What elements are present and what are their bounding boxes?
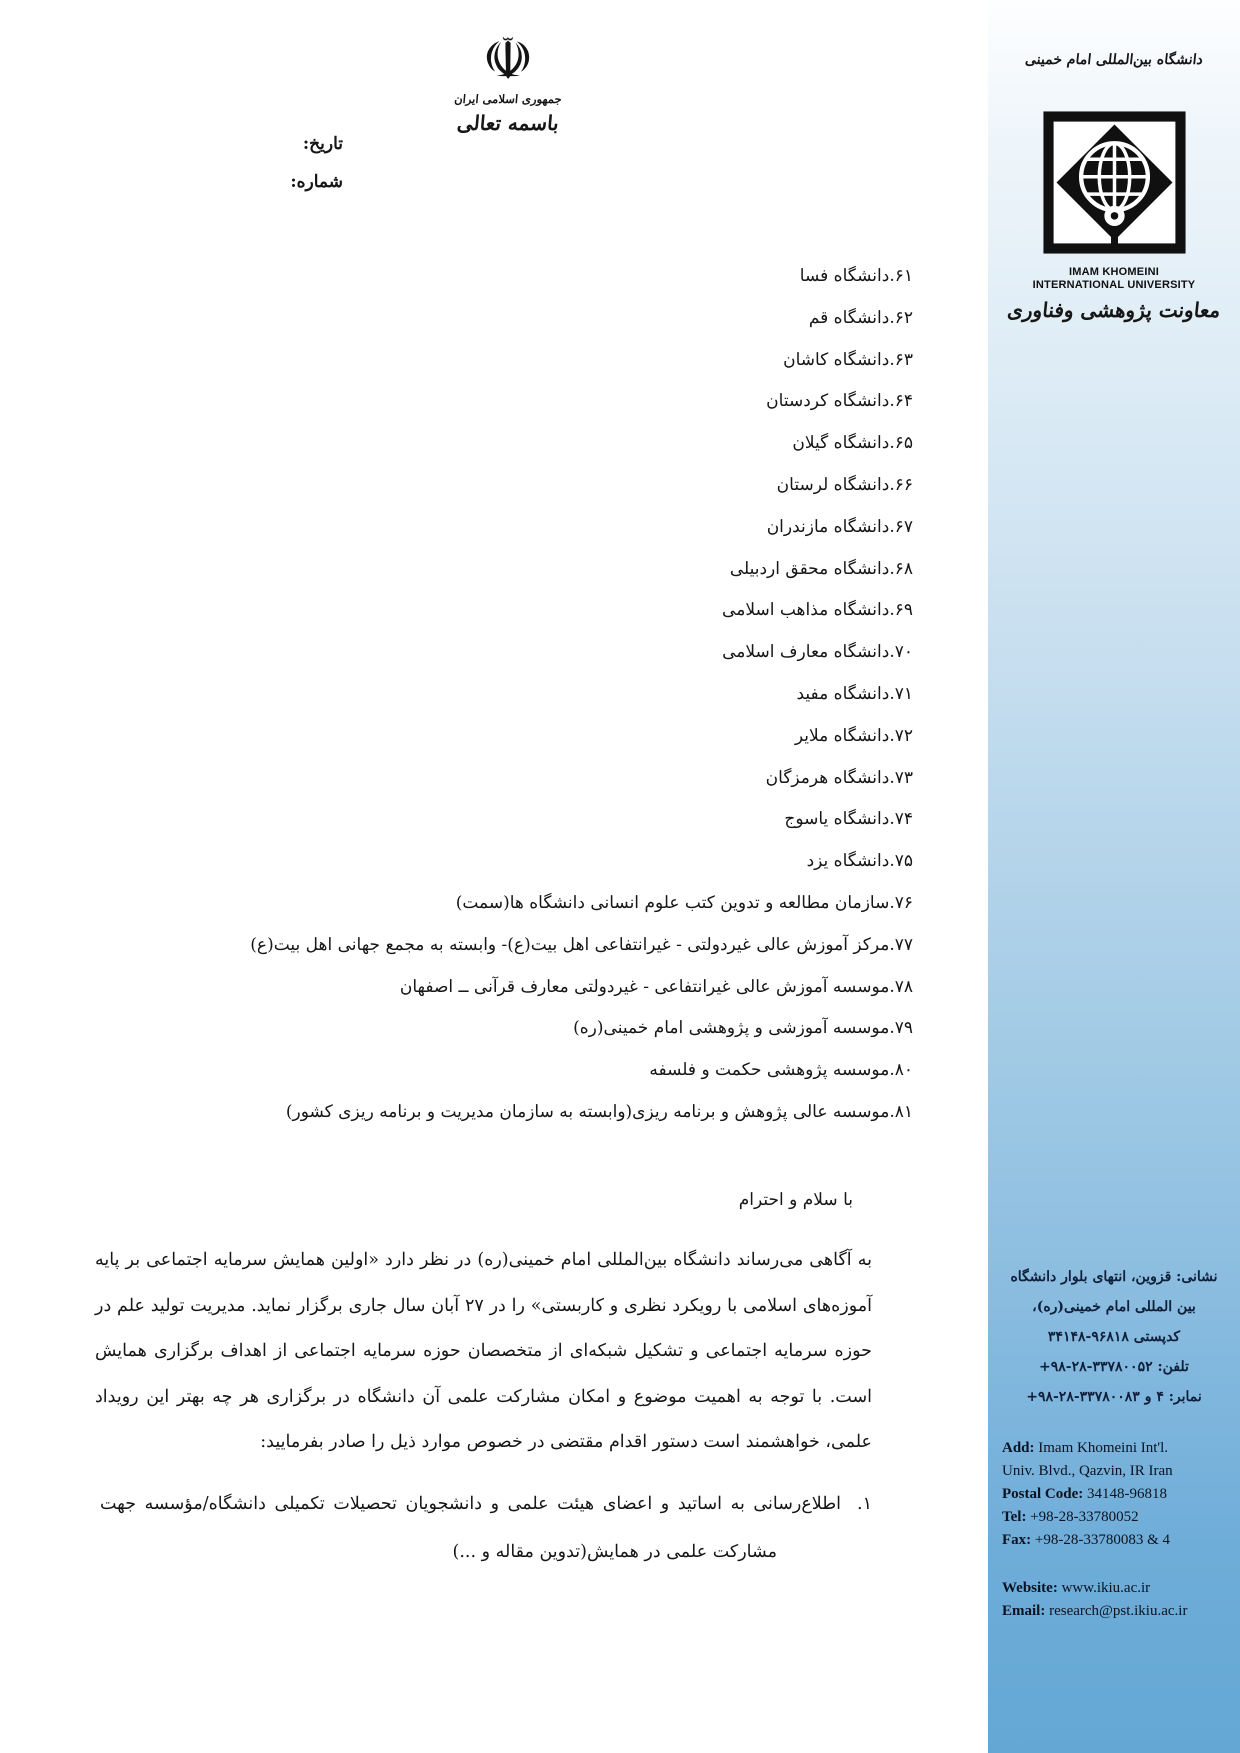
letter-paragraph: به آگاهی می‌رساند دانشگاه بین‌المللی امام خمینی(ره) در نظر دارد «اولین همایش سرمایه اجتماعی بر پایه آموزه‌های اسلامی با رویکرد نظری و کاربستی» را در ۲۷ آبان سال جاری برگزار نماید. مدیریت تولید علم در حوزه سرمایه اجتماعی و تشکیل شبکه‌ای از متخصصان حوزه سرمایه اجتماعی از اهداف برگزاری همایش است. با توجه به اهمیت موضوع و امکان مشارکت علمی آن دانشگاه در برگزاری هر چه بهتر این رویداد علمی، خواهشمند است دستور اقدام مقتضی در خصوص موارد ذیل را صادر بفرمایید: — [95, 1250, 872, 1452]
tel-en-label: Tel: — [1002, 1509, 1027, 1525]
republic-title: جمهوری اسلامی ایران — [453, 92, 563, 106]
fax-en-value: +98-28-33780083 & 4 — [1034, 1532, 1171, 1548]
list-item: ۸۱.موسسه عالی پژوهش و برنامه ریزی(وابسته به سازمان مدیریت و برنامه ریزی کشور) — [285, 1101, 913, 1122]
list-item: ۷۹.موسسه آموزشی و پژوهشی امام خمینی(ره) — [573, 1018, 913, 1039]
list-item: ۷۰.دانشگاه معارف اسلامی — [722, 642, 913, 663]
address-fa-line1 — [994, 1262, 1234, 1292]
tel-en-value: +98-28-33780052 — [1030, 1509, 1139, 1525]
list-item: ۶۳.دانشگاه کاشان — [783, 349, 913, 370]
iran-emblem-icon: ☫ — [482, 25, 534, 93]
postal-en-label: Postal Code: — [1002, 1486, 1084, 1502]
postal-fa-line — [994, 1322, 1234, 1352]
list-item: ۷۳.دانشگاه هرمزگان — [765, 767, 913, 788]
fax-en-label: Fax: — [1002, 1532, 1032, 1548]
item-number: ۱. — [857, 1494, 872, 1514]
fax-fa-value: +۹۸-۲۸-۳۳۷۸۰۰۸۳ — [1026, 1389, 1140, 1405]
list-item: ۶۶.دانشگاه لرستان — [776, 474, 913, 495]
address-fa-value: قزوین، انتهای بلوار دانشگاه — [1010, 1269, 1172, 1285]
address-en-line1 — [1002, 1437, 1236, 1460]
fax-fa-label: نمابر: — [1168, 1389, 1202, 1405]
tel-fa-value: +۹۸-۲۸-۳۳۷۸۰۰۵۲ — [1039, 1359, 1153, 1375]
web-contact-block — [1002, 1577, 1236, 1623]
address-fa-label: نشانی: — [1176, 1269, 1218, 1285]
list-item: ۶۹.دانشگاه مذاهب اسلامی — [722, 600, 913, 621]
fax-fa-line — [994, 1382, 1234, 1412]
email-label: Email: — [1002, 1603, 1046, 1619]
postal-fa-value: ۳۴۱۴۸-۹۶۸۱۸ — [1047, 1329, 1129, 1345]
greeting-line: با سلام و احترام — [738, 1190, 853, 1210]
basmala-calligraphy: باسمه تعالی — [456, 111, 560, 135]
list-item: ۷۲.دانشگاه ملایر — [794, 725, 913, 746]
letter-header — [398, 25, 618, 135]
list-item: ۷۸.موسسه آموزش عالی غیرانتفاعی - غیردولتی معارف قرآنی ــ اصفهان — [399, 976, 913, 997]
list-item: ۷۱.دانشگاه مفید — [796, 683, 913, 704]
list-item: ۷۷.مرکز آموزش عالی غیردولتی - غیرانتفاعی اهل بیت(ع)- وابسته به مجمع جهانی اهل بیت(ع) — [250, 934, 913, 955]
email-value: research@pst.ikiu.ac.ir — [1049, 1603, 1188, 1619]
add-value: Imam Khomeini Int'l. — [1038, 1440, 1169, 1456]
tel-en-line — [1002, 1506, 1236, 1529]
list-item: ۷۴.دانشگاه یاسوج — [784, 809, 913, 830]
action-item-1 — [100, 1480, 872, 1576]
university-list — [95, 256, 913, 1134]
address-fa-line2: بین المللی امام خمینی(ره)، — [1032, 1299, 1196, 1315]
tel-fa-label: تلفن: — [1157, 1359, 1189, 1375]
list-item: ۷۵.دانشگاه یزد — [806, 851, 913, 872]
item-text: اطلاع‌رسانی به اساتید و اعضای هیئت علمی و دانشجویان تحصیلات تکمیلی دانشگاه/مؤسسه جهت مشارکت علمی در همایش(تدوین مقاله و ...) — [100, 1494, 842, 1562]
tel-fa-line — [994, 1352, 1234, 1382]
website-label: Website: — [1002, 1580, 1058, 1596]
website-value: www.ikiu.ac.ir — [1061, 1580, 1151, 1596]
address-en-block — [1002, 1437, 1236, 1552]
fax-en-line — [1002, 1529, 1236, 1552]
list-item: ۷۶.سازمان مطالعه و تدوین کتب علوم انسانی دانشگاه ها(سمت) — [455, 892, 913, 913]
postal-fa-label: کدپستی — [1133, 1329, 1181, 1345]
list-item: ۶۴.دانشگاه کردستان — [766, 391, 913, 412]
university-name-en-line1: IMAM KHOMEINI — [1069, 266, 1159, 278]
university-logo-icon — [988, 110, 1240, 259]
add-label: Add: — [1002, 1440, 1035, 1456]
list-item: ۶۸.دانشگاه محقق اردبیلی — [729, 558, 913, 579]
research-deputy-calligraphy: معاونت پژوهشی وفناوری — [1006, 298, 1222, 322]
list-item: ۶۷.دانشگاه مازندران — [766, 516, 913, 537]
fax-fa-mid: ۴ و — [1144, 1389, 1164, 1405]
address-fa-block — [994, 1262, 1234, 1412]
list-item: ۶۲.دانشگاه قم — [808, 307, 913, 328]
university-name-en-line2: INTERNATIONAL UNIVERSITY — [1032, 279, 1196, 291]
sidebar — [988, 0, 1240, 1753]
list-item: ۶۱.دانشگاه فسا — [799, 266, 913, 286]
website-line — [1002, 1577, 1236, 1600]
postal-en-line — [1002, 1483, 1236, 1506]
address-en-line2: Univ. Blvd., Qazvin, IR Iran — [1002, 1463, 1173, 1479]
postal-en-value: 34148-96818 — [1087, 1486, 1167, 1502]
email-line — [1002, 1600, 1236, 1623]
university-name-calligraphy: دانشگاه بین‌المللی امام خمینی — [1024, 52, 1204, 68]
list-item: ۶۵.دانشگاه گیلان — [792, 433, 913, 454]
number-label: شماره: — [290, 172, 343, 192]
university-name-en — [988, 266, 1240, 292]
date-label: تاریخ: — [302, 134, 343, 154]
list-item: ۸۰.موسسه پژوهشی حکمت و فلسفه — [649, 1060, 913, 1081]
